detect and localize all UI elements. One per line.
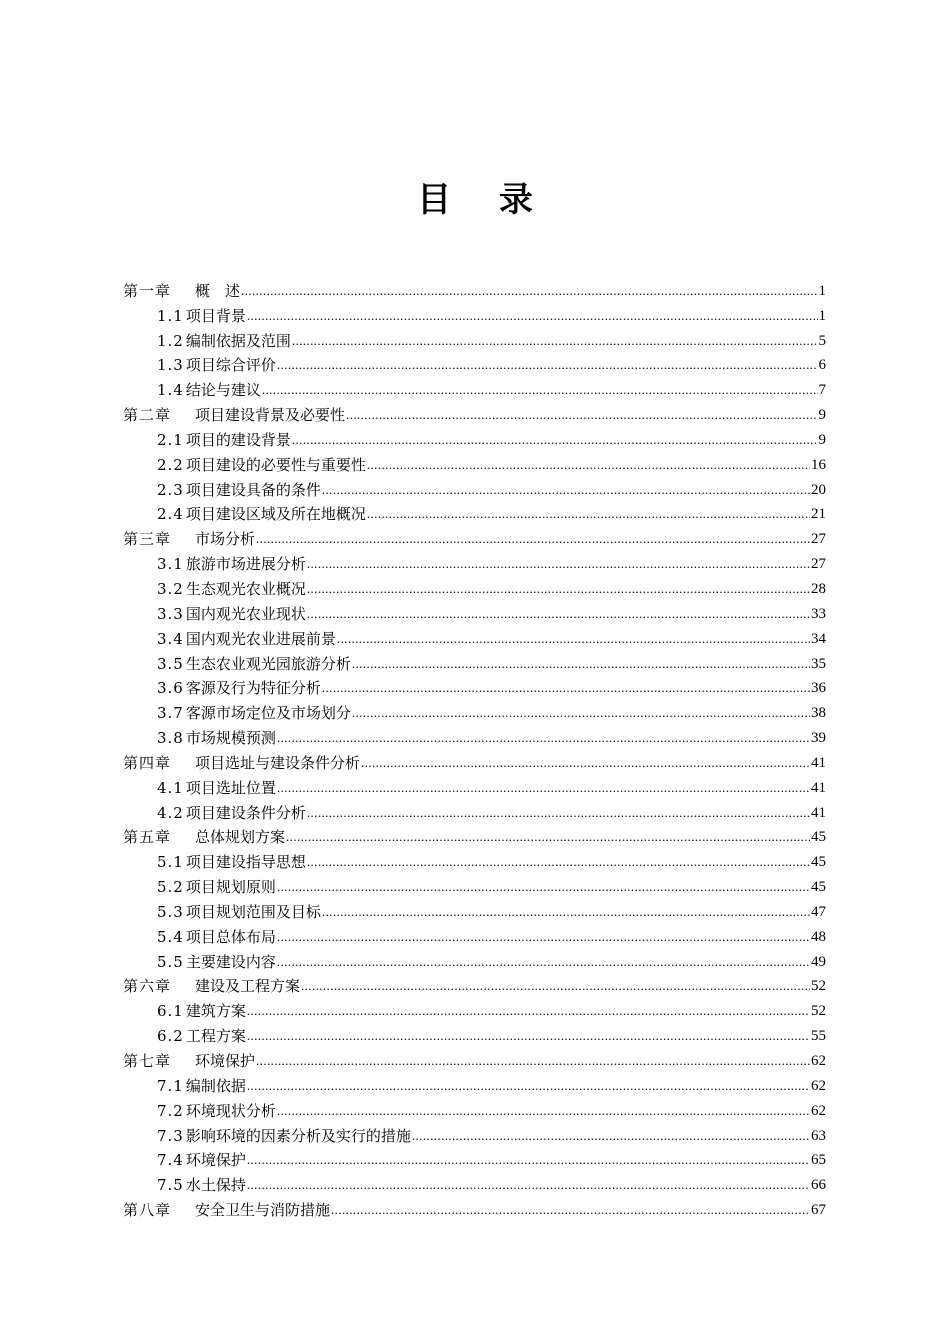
toc-entry-label xyxy=(157,729,276,747)
toc-entry-page-number: 41 xyxy=(811,779,826,796)
toc-entry-number: 7.1 xyxy=(157,1076,184,1095)
toc-entry-label xyxy=(157,804,306,822)
toc-entry-number: 2.1 xyxy=(157,430,184,449)
toc-entry-label xyxy=(123,282,240,300)
toc-entry-number: 1.2 xyxy=(157,331,184,350)
toc-section-entry[interactable] xyxy=(123,350,826,375)
toc-entry-number: 6.2 xyxy=(157,1027,184,1046)
toc-entry-number: 2.3 xyxy=(157,480,184,499)
toc-entry-title: 国内观光农业现状 xyxy=(185,604,306,623)
toc-entry-title: 市场分析 xyxy=(195,530,256,549)
toc-section-entry[interactable] xyxy=(123,921,826,946)
toc-entry-number: 4.2 xyxy=(157,803,184,822)
toc-entry-page-number: 36 xyxy=(811,680,826,697)
toc-entry-number: 7.2 xyxy=(157,1101,184,1120)
toc-entry-page-number: 41 xyxy=(811,804,826,821)
toc-entry-number: 3.7 xyxy=(157,704,184,723)
toc-entry-title: 主要建设内容 xyxy=(185,952,276,971)
toc-entry-label xyxy=(157,1027,246,1045)
toc-entry-page-number: 52 xyxy=(811,978,826,995)
dot-leader xyxy=(277,781,810,794)
dot-leader xyxy=(307,855,810,868)
toc-section-entry[interactable] xyxy=(123,300,826,325)
toc-entry-page-number: 47 xyxy=(811,903,826,920)
toc-entry-page-number: 1 xyxy=(818,282,826,299)
dot-leader xyxy=(322,681,810,694)
dot-leader xyxy=(247,1178,810,1191)
toc-entry-number: 1.1 xyxy=(157,306,184,325)
toc-chapter-entry[interactable] xyxy=(123,1194,826,1219)
dot-leader xyxy=(301,979,810,992)
toc-entry-number: 5.3 xyxy=(157,902,184,921)
toc-entry-number: 3.5 xyxy=(157,654,184,673)
toc-entry-title: 安全卫生与消防措施 xyxy=(195,1201,331,1220)
toc-entry-page-number: 9 xyxy=(818,407,826,424)
toc-entry-page-number: 35 xyxy=(811,655,826,672)
toc-section-entry[interactable] xyxy=(123,1020,826,1045)
toc-section-entry[interactable] xyxy=(123,598,826,623)
toc-section-entry[interactable] xyxy=(123,871,826,896)
toc-entry-title: 影响环境的因素分析及实行的措施 xyxy=(185,1126,411,1145)
toc-entry-page-number: 45 xyxy=(811,854,826,871)
toc-entry-number: 第三章 xyxy=(123,530,172,549)
dot-leader xyxy=(277,955,810,968)
toc-entry-label xyxy=(123,406,345,424)
toc-entry-label xyxy=(157,779,276,797)
toc-entry-number: 5.4 xyxy=(157,927,184,946)
toc-entry-title: 工程方案 xyxy=(185,1027,246,1046)
toc-entry-label xyxy=(123,828,285,846)
toc-entry-title: 生态观光农业概况 xyxy=(185,579,306,598)
toc-entry-label xyxy=(123,754,360,772)
toc-entry-label xyxy=(157,431,291,449)
toc-entry-title: 建设及工程方案 xyxy=(195,977,301,996)
toc-entry-page-number: 38 xyxy=(811,705,826,722)
toc-entry-title: 客源及行为特征分析 xyxy=(185,679,321,698)
toc-section-entry[interactable] xyxy=(123,1169,826,1194)
dot-leader xyxy=(331,1203,810,1216)
toc-entry-label xyxy=(123,1201,330,1219)
toc-entry-title: 环境现状分析 xyxy=(185,1101,276,1120)
toc-entry-label xyxy=(157,555,306,573)
toc-chapter-entry[interactable] xyxy=(123,747,826,772)
dot-leader xyxy=(352,657,810,670)
toc-entry-title: 项目建设的必要性与重要性 xyxy=(185,455,366,474)
toc-entry-label xyxy=(157,1127,411,1145)
page-title: 目 录 xyxy=(417,180,551,220)
toc-entry-number: 第四章 xyxy=(123,753,172,772)
toc-section-entry[interactable] xyxy=(123,623,826,648)
toc-entry-number: 第一章 xyxy=(123,281,172,300)
dot-leader xyxy=(277,930,810,943)
dot-leader xyxy=(247,1079,810,1092)
toc-entry-label xyxy=(157,356,276,374)
dot-leader xyxy=(277,358,818,371)
toc-chapter-entry[interactable] xyxy=(123,275,826,300)
toc-entry-label xyxy=(157,456,366,474)
dot-leader xyxy=(337,632,810,645)
toc-section-entry[interactable] xyxy=(123,772,826,797)
toc-entry-label xyxy=(157,481,321,499)
toc-section-entry[interactable] xyxy=(123,499,826,524)
toc-section-entry[interactable] xyxy=(123,846,826,871)
toc-entry-label xyxy=(157,381,261,399)
toc-entry-title: 国内观光农业进展前景 xyxy=(185,629,336,648)
dot-leader xyxy=(307,806,810,819)
toc-entry-title: 项目的建设背景 xyxy=(185,430,291,449)
toc-entry-number: 5.1 xyxy=(157,853,184,872)
toc-entry-page-number: 67 xyxy=(811,1202,826,1219)
toc-entry-number: 3.6 xyxy=(157,679,184,698)
toc-entry-title: 项目背景 xyxy=(185,306,246,325)
toc-section-entry[interactable] xyxy=(123,896,826,921)
toc-entry-page-number: 20 xyxy=(811,481,826,498)
dot-leader xyxy=(247,309,818,322)
toc-entry-page-number: 41 xyxy=(811,754,826,771)
toc-section-entry[interactable] xyxy=(123,697,826,722)
toc-entry-number: 1.4 xyxy=(157,381,184,400)
dot-leader xyxy=(307,582,810,595)
toc-entry-number: 第八章 xyxy=(123,1201,172,1220)
toc-entry-title: 水土保持 xyxy=(185,1176,246,1195)
toc-entry-title: 项目建设区域及所在地概况 xyxy=(185,505,366,524)
toc-section-entry[interactable] xyxy=(123,1145,826,1170)
toc-entry-page-number: 5 xyxy=(818,332,826,349)
toc-entry-page-number: 49 xyxy=(811,953,826,970)
toc-entry-title: 建筑方案 xyxy=(185,1002,246,1021)
toc-entry-page-number: 62 xyxy=(811,1053,826,1069)
toc-entry-number: 3.8 xyxy=(157,729,184,748)
toc-entry-number: 7.5 xyxy=(157,1176,184,1195)
toc-entry-page-number: 63 xyxy=(811,1127,826,1144)
toc-entry-title: 旅游市场进展分析 xyxy=(185,555,306,574)
toc-entry-title: 环境保护 xyxy=(195,1052,256,1070)
toc-entry-number: 2.4 xyxy=(157,505,184,524)
toc-entry-title: 项目建设条件分析 xyxy=(185,803,306,822)
toc-entry-label xyxy=(157,1176,246,1194)
toc-entry-page-number: 34 xyxy=(811,630,826,647)
dot-leader xyxy=(256,1054,810,1067)
toc-entry-page-number: 7 xyxy=(818,382,826,399)
toc-entry-label xyxy=(157,704,351,722)
toc-entry-title: 总体规划方案 xyxy=(195,828,286,847)
toc-entry-page-number: 65 xyxy=(811,1152,826,1169)
toc-entry-page-number: 48 xyxy=(811,928,826,945)
toc-chapter-entry[interactable] xyxy=(123,399,826,424)
toc-entry-page-number: 33 xyxy=(811,605,826,622)
toc-entry-label xyxy=(123,530,255,548)
toc-section-entry[interactable] xyxy=(123,648,826,673)
dot-leader xyxy=(322,905,810,918)
toc-entry-number: 5.5 xyxy=(157,952,184,971)
toc-entry-number: 6.1 xyxy=(157,1002,184,1021)
toc-entry-page-number: 6 xyxy=(818,357,826,374)
toc-entry-title: 项目规划原则 xyxy=(185,878,276,897)
toc-entry-label xyxy=(123,977,300,995)
toc-entry-title: 编制依据及范围 xyxy=(185,331,291,350)
toc-entry-page-number: 27 xyxy=(811,531,826,548)
toc-entry-page-number: 45 xyxy=(811,879,826,896)
dot-leader xyxy=(262,383,818,396)
toc-section-entry[interactable] xyxy=(123,722,826,747)
dot-leader xyxy=(277,731,810,744)
toc-entry-page-number: 39 xyxy=(811,730,826,747)
toc-entry-label xyxy=(157,1077,246,1095)
toc-entry-label xyxy=(157,1102,276,1120)
dot-leader xyxy=(292,334,818,347)
toc-entry-page-number: 27 xyxy=(811,556,826,573)
toc-entry-label xyxy=(157,332,291,350)
toc-entry-page-number: 28 xyxy=(811,580,826,597)
toc-section-entry[interactable] xyxy=(123,325,826,350)
toc-section-entry[interactable] xyxy=(123,1070,826,1095)
dot-leader xyxy=(277,880,810,893)
toc-entry-page-number: 16 xyxy=(811,456,826,473)
toc-entry-page-number: 21 xyxy=(811,506,826,523)
toc-entry-page-number: 45 xyxy=(811,829,826,846)
toc-entry-title: 项目规划范围及目标 xyxy=(185,902,321,921)
dot-leader xyxy=(292,433,818,446)
toc-section-entry[interactable] xyxy=(123,946,826,971)
toc-entry-number: 5.2 xyxy=(157,878,184,897)
toc-entry-label xyxy=(157,605,306,623)
toc-section-entry[interactable] xyxy=(123,1095,826,1120)
toc-section-entry[interactable] xyxy=(123,573,826,598)
toc-entry-page-number: 9 xyxy=(818,431,826,448)
toc-chapter-entry[interactable] xyxy=(123,971,826,996)
dot-leader xyxy=(241,284,817,297)
toc-entry-title: 项目建设指导思想 xyxy=(185,853,306,872)
dot-leader xyxy=(286,830,810,843)
toc-section-entry[interactable] xyxy=(123,797,826,822)
toc-entry-number: 第七章 xyxy=(123,1052,172,1070)
toc-entry-number: 第五章 xyxy=(123,828,172,847)
toc-entry-number: 第六章 xyxy=(123,977,172,996)
toc-section-entry[interactable] xyxy=(123,374,826,399)
toc-entry-page-number: 62 xyxy=(811,1102,826,1119)
dot-leader xyxy=(247,1029,810,1042)
toc-entry-title: 客源市场定位及市场划分 xyxy=(185,704,351,723)
toc-section-entry[interactable] xyxy=(123,449,826,474)
toc-entry-label xyxy=(157,853,306,871)
toc-entry-number: 3.2 xyxy=(157,579,184,598)
toc-entry-label xyxy=(123,1052,255,1070)
dot-leader xyxy=(346,408,817,421)
toc-entry-page-number: 52 xyxy=(811,1003,826,1020)
toc-entry-label xyxy=(157,630,336,648)
toc-entry-title: 项目建设具备的条件 xyxy=(185,480,321,499)
toc-entry-page-number: 1 xyxy=(818,307,826,324)
toc-chapter-entry[interactable] xyxy=(123,523,826,548)
toc-entry-title: 项目选址位置 xyxy=(185,778,276,797)
toc-entry-label xyxy=(157,903,321,921)
toc-entry-title: 编制依据 xyxy=(185,1076,246,1095)
toc-entry-number: 第二章 xyxy=(123,406,172,425)
toc-entry-page-number: 62 xyxy=(811,1077,826,1094)
toc-entry-page-number: 66 xyxy=(811,1177,826,1194)
toc-entry-number: 7.4 xyxy=(157,1151,184,1170)
toc-entry-label xyxy=(157,1151,246,1169)
dot-leader xyxy=(352,706,810,719)
dot-leader xyxy=(322,483,810,496)
toc-entry-title: 环境保护 xyxy=(185,1151,246,1170)
toc-entry-title: 结论与建议 xyxy=(185,381,261,400)
toc-entry-label xyxy=(157,655,351,673)
toc-entry-title: 项目建设背景及必要性 xyxy=(195,406,346,425)
toc-entry-label xyxy=(157,505,366,523)
toc-entry-number: 1.3 xyxy=(157,356,184,375)
toc-entry-title: 项目综合评价 xyxy=(185,356,276,375)
toc-entry-title: 项目选址与建设条件分析 xyxy=(195,753,361,772)
toc-entry-number: 2.2 xyxy=(157,455,184,474)
dot-leader xyxy=(277,1104,810,1117)
toc-entry-label xyxy=(157,679,321,697)
dot-leader xyxy=(361,756,810,769)
toc-entry-number: 4.1 xyxy=(157,778,184,797)
dot-leader xyxy=(307,607,810,620)
toc-entry-label xyxy=(157,307,246,325)
dot-leader xyxy=(307,557,810,570)
table-of-contents xyxy=(123,275,826,1219)
dot-leader xyxy=(367,458,810,471)
toc-entry-number: 3.3 xyxy=(157,604,184,623)
toc-section-entry[interactable] xyxy=(123,995,826,1020)
dot-leader xyxy=(247,1004,810,1017)
toc-entry-number: 3.4 xyxy=(157,629,184,648)
dot-leader xyxy=(247,1153,810,1166)
toc-entry-label xyxy=(157,953,276,971)
toc-entry-title: 生态农业观光园旅游分析 xyxy=(185,654,351,673)
toc-entry-title: 项目总体布局 xyxy=(185,927,276,946)
toc-entry-label xyxy=(157,878,276,896)
toc-entry-number: 3.1 xyxy=(157,555,184,574)
toc-section-entry[interactable] xyxy=(123,548,826,573)
toc-section-entry[interactable] xyxy=(123,673,826,698)
toc-entry-label xyxy=(157,1002,246,1020)
dot-leader xyxy=(412,1129,810,1142)
toc-entry-title: 市场规模预测 xyxy=(185,729,276,748)
toc-entry-number: 7.3 xyxy=(157,1126,184,1145)
toc-entry-label xyxy=(157,580,306,598)
toc-chapter-entry[interactable] xyxy=(123,822,826,847)
toc-entry-label xyxy=(157,928,276,946)
toc-section-entry[interactable] xyxy=(123,474,826,499)
toc-chapter-entry[interactable] xyxy=(123,1045,826,1070)
toc-section-entry[interactable] xyxy=(123,1120,826,1145)
toc-entry-page-number: 55 xyxy=(811,1028,826,1045)
dot-leader xyxy=(367,507,810,520)
dot-leader xyxy=(256,532,810,545)
toc-entry-title: 概 述 xyxy=(195,281,241,300)
toc-section-entry[interactable] xyxy=(123,424,826,449)
